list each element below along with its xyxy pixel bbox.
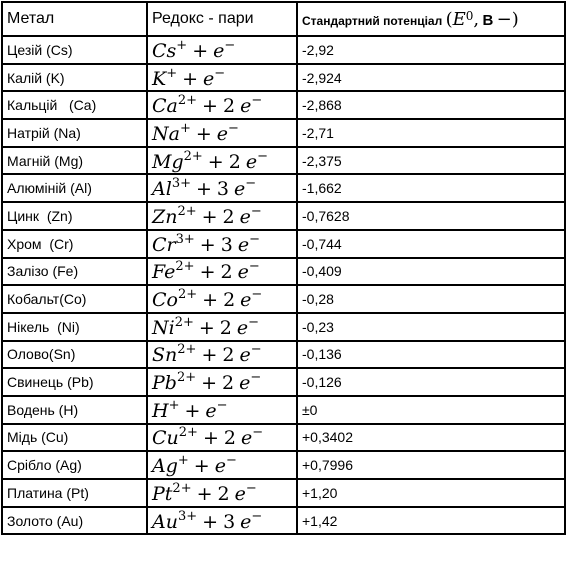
potential-cell: -0,28 xyxy=(297,285,565,313)
potential-cell: -2,868 xyxy=(297,91,565,119)
metal-cell: Натрій (Na) xyxy=(2,119,147,147)
electron-count: 2 xyxy=(217,482,230,505)
electron-symbol: e xyxy=(234,178,246,201)
metal-cell: Платина (Pt) xyxy=(2,479,147,507)
metal-cell: Нікель (Ni) xyxy=(2,313,147,341)
table-row xyxy=(2,64,565,92)
electron-symbol: e xyxy=(203,67,215,90)
potential-cell: +0,3402 xyxy=(297,424,565,452)
potential-cell: -2,71 xyxy=(297,119,565,147)
potential-table xyxy=(1,1,566,535)
electron-count: 2 xyxy=(228,150,241,173)
element-symbol: Pt xyxy=(152,482,173,505)
ion-charge: 2+ xyxy=(176,370,197,386)
redox-pair-cell xyxy=(147,202,297,230)
plus-sign: + xyxy=(195,122,212,145)
redox-pair-cell xyxy=(147,36,297,64)
table-row xyxy=(2,451,565,479)
electron-count: 2 xyxy=(223,427,236,450)
metal-cell: Мідь (Cu) xyxy=(2,424,147,452)
redox-pair-cell xyxy=(147,451,297,479)
plus-sign: + xyxy=(195,178,212,201)
redox-pair-cell xyxy=(147,396,297,424)
electron-symbol: e xyxy=(205,399,217,422)
element-symbol: H xyxy=(152,399,169,422)
electron-charge: − xyxy=(225,453,237,469)
metal-cell: Свинець (Pb) xyxy=(2,368,147,396)
electron-charge: − xyxy=(248,314,260,330)
plus-sign: + xyxy=(201,344,218,367)
element-symbol: Au xyxy=(152,510,178,533)
element-symbol: Sn xyxy=(152,344,178,367)
redox-pair-cell xyxy=(147,174,297,202)
header-metal: Метал xyxy=(2,2,147,36)
plus-sign: + xyxy=(184,399,201,422)
ion-charge: 3+ xyxy=(177,508,198,524)
ion-charge: + xyxy=(166,65,178,81)
plus-sign: + xyxy=(202,289,219,312)
element-symbol: Co xyxy=(152,289,178,312)
table-row xyxy=(2,479,565,507)
metal-cell: Водень (H) xyxy=(2,396,147,424)
potential-cell: -2,924 xyxy=(297,64,565,92)
element-symbol: Al xyxy=(152,178,172,201)
ion-charge: + xyxy=(179,120,191,136)
redox-pair-cell xyxy=(147,147,297,175)
redox-pair-cell xyxy=(147,479,297,507)
plus-sign: + xyxy=(196,482,213,505)
table-row xyxy=(2,396,565,424)
table-row xyxy=(2,147,565,175)
element-symbol: Na xyxy=(152,122,180,145)
element-symbol: Fe xyxy=(152,261,176,284)
ion-charge: 2+ xyxy=(177,93,198,109)
plus-sign: + xyxy=(207,150,224,173)
ion-charge: 2+ xyxy=(178,425,198,441)
ion-charge: + xyxy=(176,37,188,53)
potential-cell: -2,375 xyxy=(297,147,565,175)
electron-charge: − xyxy=(228,120,239,136)
plus-sign: + xyxy=(202,95,218,118)
electron-charge: − xyxy=(251,287,263,303)
electron-count: 3 xyxy=(220,233,233,256)
electron-count: 2 xyxy=(222,344,235,367)
header-potential: Стандартний потенціал ($E^0$, В −) xyxy=(297,2,565,36)
electron-symbol: e xyxy=(239,344,251,367)
metal-cell: Магній (Mg) xyxy=(2,147,147,175)
electron-charge: − xyxy=(250,203,262,219)
ion-charge: 2+ xyxy=(177,342,197,358)
electron-symbol: e xyxy=(236,316,249,339)
electron-symbol: e xyxy=(240,510,252,533)
redox-pair-cell xyxy=(147,341,297,369)
electron-symbol: e xyxy=(240,289,252,312)
table-row xyxy=(2,285,565,313)
ion-charge: 2+ xyxy=(172,480,192,496)
redox-pair-cell xyxy=(147,91,297,119)
redox-pair-cell xyxy=(147,119,297,147)
potential-cell: -0,409 xyxy=(297,258,565,286)
electron-charge: − xyxy=(245,176,257,192)
element-symbol: Pb xyxy=(152,372,177,395)
plus-sign: + xyxy=(202,510,219,533)
metal-cell: Алюміній (Al) xyxy=(2,174,147,202)
electron-symbol: e xyxy=(239,372,251,395)
header-potential-dash: − xyxy=(496,8,512,30)
metal-cell: Срібло (Ag) xyxy=(2,451,147,479)
redox-pair-cell xyxy=(147,285,297,313)
electron-count: 2 xyxy=(222,205,235,228)
potential-cell: -0,23 xyxy=(297,313,565,341)
element-symbol: Zn xyxy=(152,205,178,228)
ion-charge: 2+ xyxy=(183,148,203,164)
electron-charge: − xyxy=(252,425,264,441)
redox-pair-cell xyxy=(147,230,297,258)
electron-symbol: e xyxy=(214,455,226,478)
electron-symbol: e xyxy=(237,261,249,284)
ion-charge: 3+ xyxy=(171,176,191,192)
header-redox-pair: Редокс - пари xyxy=(147,2,297,36)
electron-count: 3 xyxy=(223,510,236,533)
metal-cell: Олово(Sn) xyxy=(2,341,147,369)
redox-pair-cell xyxy=(147,258,297,286)
potential-cell: ±0 xyxy=(297,396,565,424)
element-symbol: Cu xyxy=(152,427,179,450)
table-row xyxy=(2,424,565,452)
header-potential-unit: В xyxy=(482,11,494,29)
electron-charge: − xyxy=(251,93,263,109)
table-row xyxy=(2,341,565,369)
metal-cell: Залізо (Fe) xyxy=(2,258,147,286)
table-row xyxy=(2,174,565,202)
electron-charge: − xyxy=(250,342,262,358)
electron-count: 2 xyxy=(222,372,235,395)
electron-count: 2 xyxy=(219,316,232,339)
ion-charge: 2+ xyxy=(174,314,194,330)
redox-pair-cell xyxy=(147,424,297,452)
electron-symbol: e xyxy=(237,233,250,256)
electron-symbol: e xyxy=(240,95,252,118)
header-potential-symbol-sup: 0 xyxy=(465,8,474,23)
potential-cell: +1,20 xyxy=(297,479,565,507)
element-symbol: Ni xyxy=(152,316,175,339)
electron-charge: − xyxy=(216,397,228,413)
table-row xyxy=(2,507,565,535)
element-symbol: Ca xyxy=(152,95,178,118)
table-row xyxy=(2,368,565,396)
potential-cell: -1,662 xyxy=(297,174,565,202)
table-body xyxy=(2,36,565,534)
potential-cell: +1,42 xyxy=(297,507,565,535)
plus-sign: + xyxy=(201,205,218,228)
electron-charge: − xyxy=(257,148,268,164)
electron-charge: − xyxy=(250,370,262,386)
electron-count: 2 xyxy=(220,261,233,284)
electron-symbol: e xyxy=(234,482,246,505)
potential-cell: -0,7628 xyxy=(297,202,565,230)
element-symbol: Cs xyxy=(152,39,177,62)
redox-pair-cell xyxy=(147,507,297,535)
element-symbol: Mg xyxy=(152,150,184,173)
table-row xyxy=(2,91,565,119)
potential-cell: +0,7996 xyxy=(297,451,565,479)
ion-charge: 2+ xyxy=(177,287,198,303)
electron-symbol: e xyxy=(240,427,253,450)
plus-sign: + xyxy=(182,67,199,90)
header-row xyxy=(2,2,565,36)
table-row xyxy=(2,36,565,64)
plus-sign: + xyxy=(192,39,209,62)
electron-symbol: e xyxy=(245,150,258,173)
plus-sign: + xyxy=(199,233,216,256)
table-row xyxy=(2,313,565,341)
electron-charge: − xyxy=(249,231,260,247)
ion-charge: + xyxy=(177,453,189,469)
electron-symbol: e xyxy=(213,39,225,62)
header-potential-symbol: E xyxy=(452,8,466,30)
electron-count: 2 xyxy=(222,95,236,118)
element-symbol: Cr xyxy=(152,233,176,256)
metal-cell: Хром (Cr) xyxy=(2,230,147,258)
plus-sign: + xyxy=(198,316,215,339)
plus-sign: + xyxy=(199,261,216,284)
element-symbol: Ag xyxy=(152,455,178,478)
ion-charge: 2+ xyxy=(177,203,197,219)
electron-charge: − xyxy=(251,508,263,524)
ion-charge: 3+ xyxy=(175,231,195,247)
metal-cell: Кальцій (Ca) xyxy=(2,91,147,119)
electron-charge: − xyxy=(224,37,236,53)
ion-charge: 2+ xyxy=(175,259,195,275)
redox-pair-cell xyxy=(147,313,297,341)
redox-pair-cell xyxy=(147,368,297,396)
metal-cell: Цинк (Zn) xyxy=(2,202,147,230)
electron-charge: − xyxy=(248,259,260,275)
table-row xyxy=(2,202,565,230)
potential-cell: -0,126 xyxy=(297,368,565,396)
metal-cell: Цезій (Cs) xyxy=(2,36,147,64)
plus-sign: + xyxy=(201,372,218,395)
table-row xyxy=(2,258,565,286)
plus-sign: + xyxy=(202,427,219,450)
table-row xyxy=(2,230,565,258)
potential-cell: -0,744 xyxy=(297,230,565,258)
electron-count: 2 xyxy=(223,289,236,312)
plus-sign: + xyxy=(193,455,210,478)
potential-cell: -0,136 xyxy=(297,341,565,369)
electron-count: 3 xyxy=(216,178,229,201)
redox-pair-cell xyxy=(147,64,297,92)
electron-symbol: e xyxy=(239,205,251,228)
electron-symbol: e xyxy=(216,122,229,145)
metal-cell: Кобальт(Co) xyxy=(2,285,147,313)
electron-charge: − xyxy=(214,65,226,81)
potential-cell: -2,92 xyxy=(297,36,565,64)
element-symbol: K xyxy=(152,67,167,90)
ion-charge: + xyxy=(168,397,180,413)
metal-cell: Золото (Au) xyxy=(2,507,147,535)
table-row xyxy=(2,119,565,147)
electron-charge: − xyxy=(245,480,257,496)
header-potential-text: Стандартний потенціал xyxy=(302,13,443,28)
metal-cell: Калій (K) xyxy=(2,64,147,92)
